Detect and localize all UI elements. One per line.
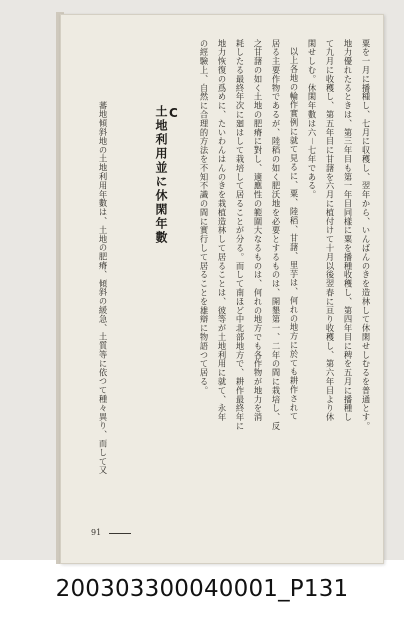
section-heading	[153, 105, 180, 245]
page-number: 91	[91, 528, 102, 537]
text-column-8: 耗したる最終年次に廻はして栽培して居ることが分る。而して南ほど中北部地方で、耕作最終年に	[235, 39, 245, 431]
book-page	[60, 14, 384, 564]
text-column-5: 以上各地の輪作實例に就て見るに、粟、陸稻、甘藷、里芋は、何れの地方に於ても耕作されて	[289, 47, 299, 421]
text-column-3: て九月に收穫し、第五年目に甘藷を六月に植付けて十月以後翌春に亘り收穫し、第六年目より休	[325, 39, 335, 422]
text-column-7: 之甘藷の如く土地の肥瘠に對し、適應性の範圍大なるものは、何れの地方でも各作物が地力を消	[253, 39, 263, 422]
text-column-2: 地力優れたるときは、第三年目も第一年目同樣に粟を播種收穫し、第四年目に稗を五月に播種し	[343, 39, 353, 422]
section-heading-mark: C	[169, 106, 180, 120]
text-column-11: 蕃地傾斜地の土地利用年數は、土地の肥瘠、傾斜の緩急、土質等に依つて種々異り、而して又	[98, 101, 108, 475]
text-column-10: の經驗上、自然に合理的方法を不知不識の間に實行して居ることを雄辯に物語つて居る。	[199, 39, 209, 395]
text-column-9: 地力恢復の爲めに、たいわんはんのきを栽植造林して居ることは、彼等が土地利用に就て、永年	[217, 39, 227, 422]
text-column-1: 粟を一月に播種し、七月に収穫し、翌年から、いんばんのきを造林して休閑せしむるを普通とす。	[361, 39, 371, 431]
image-caption: 200303300040001_P131	[55, 576, 349, 602]
text-column-4: 閑せしむ。休閑年數は六－七年である。	[307, 39, 317, 200]
page-number-rule	[109, 533, 131, 534]
text-column-6: 居る主要作物であるが、陸稻の如く肥沃地を必要とするものは、開墾第一、二年の間に栽培し、反	[271, 39, 281, 431]
section-heading-text: 土地利用並に休閑年數	[154, 105, 168, 245]
